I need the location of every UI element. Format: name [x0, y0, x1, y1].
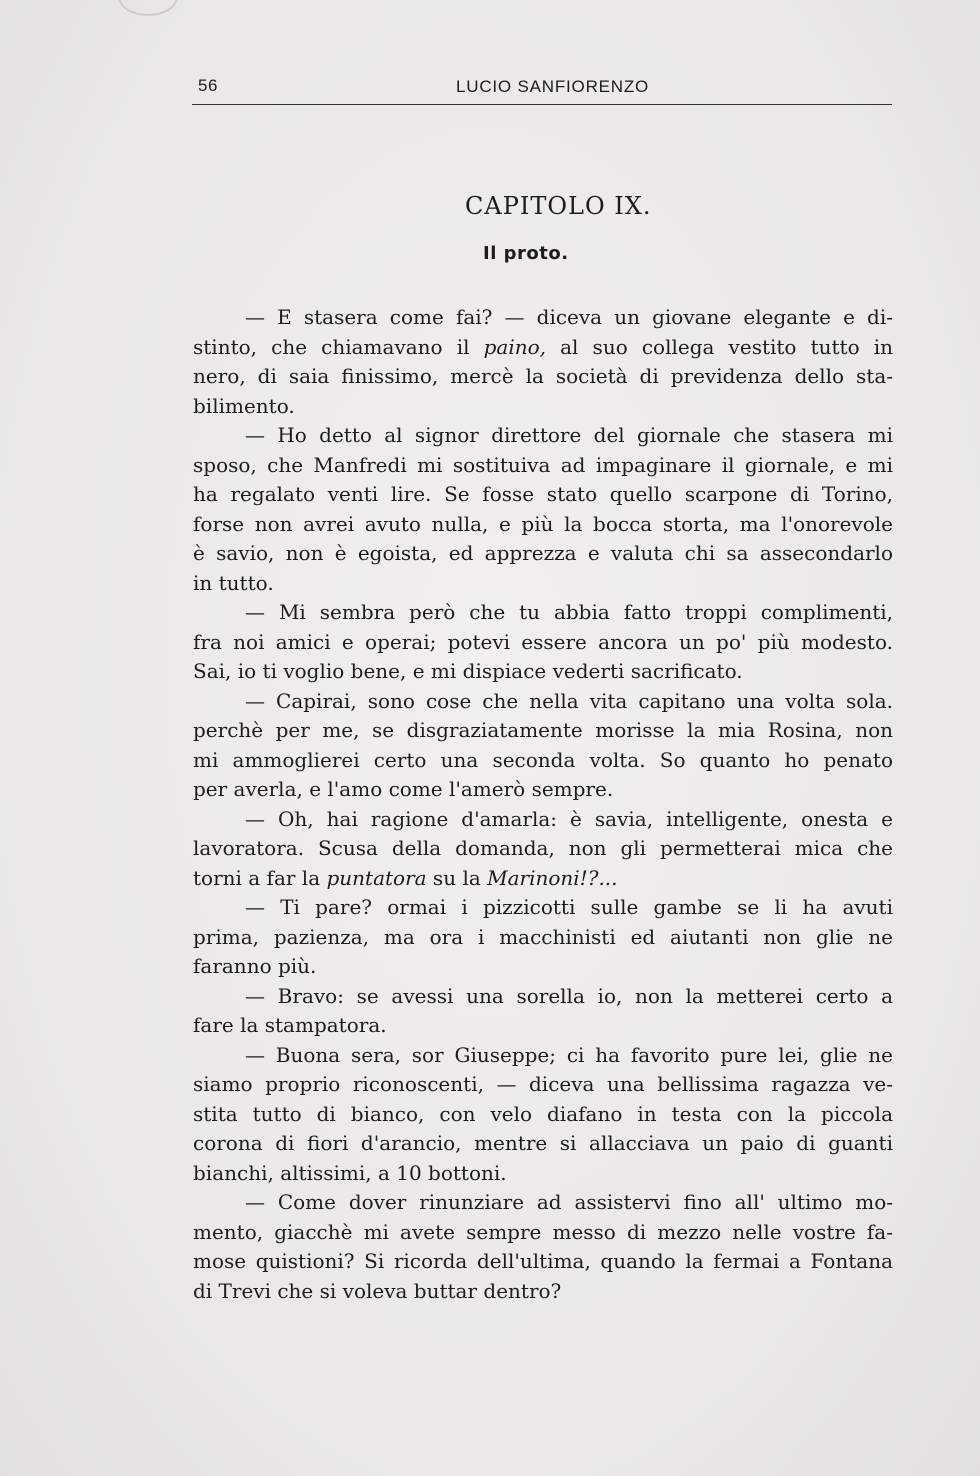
- text-line: [193, 510, 893, 540]
- text-line: [193, 746, 893, 776]
- text-segment: fare la stampatora.: [193, 1013, 387, 1037]
- text-line: [193, 1277, 893, 1307]
- text-line: [193, 392, 893, 422]
- text-segment: — Capirai, sono cose che nella vita capitano una volta sola.: [245, 688, 893, 713]
- text-segment: mi ammoglierei certo una seconda volta. So quanto ho penato: [193, 747, 893, 772]
- chapter-subtitle: Il proto.: [483, 243, 569, 264]
- text-line: [193, 805, 893, 835]
- text-line: [193, 1129, 893, 1159]
- text-line: [193, 864, 893, 894]
- italic-text: paino,: [483, 334, 547, 359]
- text-segment: al suo collega vestito tutto in: [546, 334, 894, 359]
- text-line: [193, 687, 893, 717]
- text-segment: forse non avrei avuto nulla, e più la bocca storta, ma l'onorevole: [193, 511, 893, 536]
- text-segment: bianchi, altissimi, a 10 bottoni.: [193, 1160, 507, 1185]
- text-line: [193, 333, 893, 363]
- text-segment: per averla, e l'amo come l'amerò sempre.: [193, 777, 614, 801]
- text-segment: corona di fiori d'arancio, mentre si allacciava un paio di guanti: [193, 1131, 893, 1155]
- text-segment: su la: [426, 865, 488, 890]
- text-line: [193, 421, 893, 451]
- text-line: [193, 628, 893, 658]
- text-segment: — Bravo: se avessi una sorella io, non la metterei certo a: [245, 983, 893, 1008]
- text-segment: fra noi amici e operai; potevi essere ancora un po' più modesto.: [193, 629, 893, 654]
- text-line: [193, 982, 893, 1012]
- running-title: LUCIO SANFIORENZO: [456, 77, 650, 96]
- page-number: 56: [198, 76, 218, 95]
- text-segment: mose quistioni? Si ricorda dell'ultima, quando la fermai a Fontana: [193, 1249, 893, 1273]
- text-line: [193, 834, 893, 864]
- text-segment: mento, giacchè mi avete sempre messo di mezzo nelle vostre fa-: [193, 1219, 893, 1244]
- running-head: [192, 74, 892, 105]
- text-segment: lavoratora. Scusa della domanda, non gli permetterai mica che: [193, 836, 893, 860]
- text-segment: ha regalato venti lire. Se fosse stato quello scarpone di Torino,: [193, 482, 893, 506]
- text-segment: — Come dover rinunziare ad assistervi fino all' ultimo mo-: [245, 1190, 893, 1214]
- body-text: [193, 303, 893, 1306]
- text-line: [193, 775, 893, 805]
- text-segment: nero, di saia finissimo, mercè la società di previdenza dello sta-: [193, 364, 893, 388]
- text-line: [193, 539, 893, 569]
- text-segment: in tutto.: [193, 570, 274, 595]
- text-segment: è savio, non è egoista, ed apprezza e valuta chi sa assecondarlo: [193, 541, 893, 565]
- text-line: [193, 1041, 893, 1071]
- text-line: [193, 1188, 893, 1218]
- text-segment: — Ho detto al signor direttore del giornale che stasera mi: [245, 423, 893, 447]
- text-segment: torni a far la: [193, 865, 327, 890]
- text-segment: — Mi sembra però che tu abbia fatto troppi complimenti,: [245, 600, 893, 624]
- text-line: [193, 1218, 893, 1248]
- text-line: [193, 1247, 893, 1277]
- text-line: [193, 303, 893, 333]
- text-line: [193, 893, 893, 923]
- text-segment: faranno più.: [193, 954, 317, 978]
- text-line: [193, 716, 893, 746]
- text-line: [193, 1070, 893, 1100]
- text-segment: stinto, che chiamavano il: [193, 334, 484, 359]
- text-line: [193, 362, 893, 392]
- text-line: [193, 451, 893, 481]
- text-segment: bilimento.: [193, 393, 295, 418]
- text-segment: siamo proprio riconoscenti, — diceva una bellissima ragazza ve-: [193, 1072, 893, 1096]
- italic-text: Marinoni!?...: [487, 865, 618, 890]
- text-line: [193, 569, 893, 599]
- text-segment: — E stasera come fai? — diceva un giovane elegante e di-: [245, 305, 893, 329]
- text-line: [193, 1100, 893, 1130]
- text-line: [193, 1011, 893, 1041]
- text-segment: — Ti pare? ormai i pizzicotti sulle gambe se li ha avuti: [245, 895, 893, 919]
- text-line: [193, 480, 893, 510]
- italic-text: puntatora: [326, 865, 427, 890]
- text-segment: — Buona sera, sor Giuseppe; ci ha favorito pure lei, glie ne: [245, 1042, 893, 1067]
- page-stain-mark: [118, 0, 178, 16]
- text-line: [193, 952, 893, 982]
- text-line: [193, 598, 893, 628]
- text-segment: stita tutto di bianco, con velo diafano in testa con la piccola: [193, 1101, 893, 1126]
- text-segment: di Trevi che si voleva buttar dentro?: [193, 1278, 562, 1303]
- text-segment: Sai, io ti voglio bene, e mi dispiace vederti sacrificato.: [193, 659, 743, 683]
- text-segment: sposo, che Manfredi mi sostituiva ad impaginare il giornale, e mi: [193, 452, 893, 477]
- text-line: [193, 1159, 893, 1189]
- chapter-heading: CAPITOLO IX.: [465, 192, 652, 220]
- text-line: [193, 923, 893, 953]
- text-segment: prima, pazienza, ma ora i macchinisti ed aiutanti non glie ne: [193, 924, 893, 949]
- text-segment: — Oh, hai ragione d'amarla: è savia, intelligente, onesta e: [245, 806, 893, 831]
- text-segment: perchè per me, se disgraziatamente morisse la mia Rosina, non: [193, 718, 893, 742]
- text-line: [193, 657, 893, 687]
